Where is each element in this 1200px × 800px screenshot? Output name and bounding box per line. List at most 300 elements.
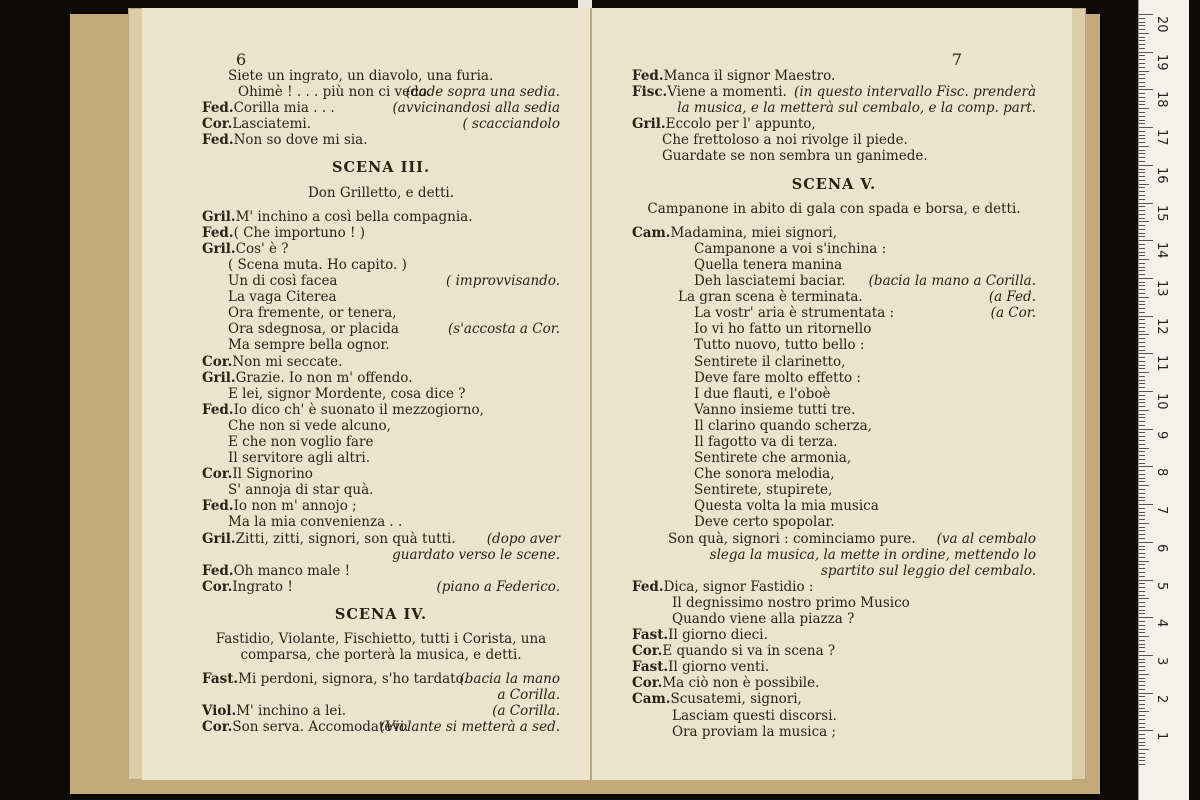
ruler-tick bbox=[1139, 210, 1145, 211]
ruler-tick bbox=[1139, 357, 1145, 358]
line-text: Ora fremente, or tenera, bbox=[228, 305, 397, 322]
line-text: Madamina, miei signori, bbox=[670, 224, 837, 241]
ruler-tick bbox=[1139, 742, 1145, 743]
left-page bbox=[142, 8, 592, 780]
ruler-tick bbox=[1139, 221, 1149, 222]
text-line bbox=[632, 691, 1036, 707]
line-text: Il giorno venti. bbox=[668, 659, 770, 676]
speaker-label: Cor. bbox=[632, 643, 663, 660]
text-line bbox=[202, 225, 560, 241]
ruler-number: 16 bbox=[1154, 166, 1169, 184]
ruler-tick bbox=[1139, 636, 1149, 637]
ruler-tick bbox=[1139, 97, 1145, 98]
ruler-tick bbox=[1139, 233, 1145, 234]
scene-heading: SCENA III. bbox=[331, 159, 430, 177]
speaker-label: Fisc. bbox=[632, 84, 668, 101]
ruler-tick bbox=[1139, 425, 1145, 426]
ruler-tick bbox=[1139, 150, 1145, 151]
ruler-tick bbox=[1139, 146, 1149, 147]
ruler-tick bbox=[1139, 74, 1145, 75]
ruler-tick bbox=[1139, 685, 1145, 686]
ruler-tick bbox=[1139, 368, 1145, 369]
speaker-label: Gril. bbox=[202, 369, 236, 386]
text-line bbox=[632, 563, 1036, 579]
ruler-tick bbox=[1139, 493, 1145, 494]
scene-heading: SCENA IV. bbox=[334, 605, 428, 623]
text-line bbox=[632, 132, 1036, 148]
ruler-tick bbox=[1139, 591, 1145, 592]
ruler-tick bbox=[1139, 214, 1145, 215]
text-line bbox=[202, 547, 560, 563]
ruler-tick bbox=[1139, 123, 1145, 124]
line-text: Ingrato ! bbox=[232, 578, 293, 595]
line-text: Viene a momenti. bbox=[667, 84, 787, 101]
ruler-tick bbox=[1139, 14, 1153, 15]
ruler-tick bbox=[1139, 55, 1145, 56]
ruler-tick bbox=[1139, 530, 1145, 531]
ruler-tick bbox=[1139, 557, 1145, 558]
ruler-tick bbox=[1139, 508, 1145, 509]
speaker-label: Fed. bbox=[632, 578, 664, 595]
ruler-number: 7 bbox=[1154, 506, 1169, 515]
text-line bbox=[202, 132, 560, 148]
stage-direction: (va al cembalo bbox=[936, 530, 1036, 547]
line-text: Che frettoloso a noi rivolge il piede. bbox=[662, 132, 908, 149]
ruler-tick bbox=[1139, 225, 1145, 226]
ruler-tick bbox=[1139, 304, 1145, 305]
text-line bbox=[632, 514, 1036, 530]
ruler-tick bbox=[1139, 199, 1145, 200]
line-text: Deve fare molto effetto : bbox=[694, 369, 861, 386]
ruler-tick bbox=[1139, 647, 1145, 648]
line-text: ( Scena muta. Ho capito. ) bbox=[228, 256, 407, 273]
ruler-tick bbox=[1139, 670, 1145, 671]
speaker-label: Cor. bbox=[202, 578, 233, 595]
ruler-tick bbox=[1139, 708, 1145, 709]
text-line bbox=[202, 418, 560, 434]
text-line bbox=[632, 482, 1036, 498]
ruler-tick bbox=[1139, 764, 1145, 765]
line-text: Scusatemi, signori, bbox=[670, 691, 802, 708]
ruler-tick bbox=[1139, 546, 1145, 547]
ruler-tick bbox=[1139, 561, 1149, 562]
ruler-number: 4 bbox=[1154, 619, 1169, 628]
text-line bbox=[202, 498, 560, 514]
text-line bbox=[202, 100, 560, 116]
ruler-tick bbox=[1139, 523, 1149, 524]
line-text: Ma la mia convenienza . . bbox=[228, 514, 403, 531]
ruler-tick bbox=[1139, 18, 1145, 19]
text-line bbox=[202, 273, 560, 289]
speaker-label: Fed. bbox=[202, 498, 234, 515]
ruler-tick bbox=[1139, 248, 1145, 249]
ruler-tick bbox=[1139, 391, 1153, 392]
ruler-tick bbox=[1139, 674, 1149, 675]
line-text: Deh lasciatemi baciar. bbox=[694, 273, 846, 290]
line-text: Siete un ingrato, un diavolo, una furia. bbox=[228, 68, 494, 84]
line-text: Quando viene alla piazza ? bbox=[672, 611, 855, 627]
ruler-tick bbox=[1139, 421, 1145, 422]
ruler-tick bbox=[1139, 59, 1145, 60]
ruler-tick bbox=[1139, 274, 1145, 275]
line-text: Un di così facea bbox=[228, 273, 338, 290]
ruler-tick bbox=[1139, 715, 1145, 716]
stage-direction: la musica, e la metterà sul cembalo, e la comp. part. bbox=[677, 100, 1036, 117]
ruler-tick bbox=[1139, 662, 1145, 663]
line-text: Vanno insieme tutti tre. bbox=[694, 401, 856, 418]
ruler-tick bbox=[1139, 625, 1145, 626]
stage-direction: (a Corilla. bbox=[492, 703, 560, 720]
text-line bbox=[632, 579, 1036, 595]
line-text: Lasciatemi. bbox=[232, 116, 312, 133]
ruler-number: 13 bbox=[1154, 279, 1169, 297]
stage-direction: (Violante si metterà a sed. bbox=[379, 719, 560, 736]
ruler-tick bbox=[1139, 745, 1145, 746]
text-line bbox=[632, 321, 1036, 337]
ruler-number: 14 bbox=[1154, 242, 1169, 259]
ruler-tick bbox=[1139, 512, 1145, 513]
ruler-number: 2 bbox=[1154, 694, 1169, 703]
speaker-label: Fed. bbox=[202, 401, 234, 418]
ruler-tick bbox=[1139, 410, 1149, 411]
ruler-tick bbox=[1139, 602, 1145, 603]
ruler-tick bbox=[1139, 455, 1145, 456]
line-text: Ohimè ! . . . più non ci vedo. bbox=[238, 84, 431, 101]
ruler-tick bbox=[1139, 549, 1145, 550]
text-line bbox=[632, 708, 1036, 724]
ruler-tick bbox=[1139, 580, 1153, 581]
text-line bbox=[632, 450, 1036, 466]
ruler-tick bbox=[1139, 301, 1145, 302]
ruler-number: 12 bbox=[1154, 317, 1169, 335]
line-text: S' annoja di star quà. bbox=[228, 482, 374, 499]
ruler-tick bbox=[1139, 651, 1145, 652]
text-line bbox=[632, 611, 1036, 627]
ruler-tick bbox=[1139, 542, 1153, 543]
text-line bbox=[202, 402, 560, 418]
text-line bbox=[632, 337, 1036, 353]
ruler-tick bbox=[1139, 270, 1145, 271]
ruler-tick bbox=[1139, 285, 1145, 286]
line-text: Quella tenera manina bbox=[694, 256, 843, 273]
ruler-number: 18 bbox=[1154, 91, 1169, 108]
line-text: Io dico ch' è suonato il mezzogiorno, bbox=[233, 401, 484, 418]
text-line bbox=[202, 671, 560, 687]
speaker-label: Fast. bbox=[202, 671, 239, 688]
line-text: E quando si va in scena ? bbox=[662, 643, 836, 660]
text-line bbox=[202, 370, 560, 386]
ruler-tick bbox=[1139, 640, 1145, 641]
ruler-tick bbox=[1139, 361, 1145, 362]
ruler-tick bbox=[1139, 387, 1145, 388]
ruler-tick bbox=[1139, 553, 1145, 554]
ruler-tick bbox=[1139, 244, 1145, 245]
ruler-tick bbox=[1139, 564, 1145, 565]
ruler-tick bbox=[1139, 655, 1153, 656]
ruler-tick bbox=[1139, 727, 1145, 728]
ruler-tick bbox=[1139, 376, 1145, 377]
ruler-tick bbox=[1139, 89, 1153, 90]
stage-direction: (a Fed. bbox=[988, 289, 1036, 306]
page-number-left: 6 bbox=[236, 50, 247, 69]
text-line bbox=[202, 719, 560, 735]
text-line bbox=[202, 321, 560, 337]
ruler-tick bbox=[1139, 463, 1145, 464]
ruler-tick bbox=[1139, 598, 1149, 599]
line-text: Guardate se non sembra un ganimede. bbox=[662, 148, 928, 165]
text-line bbox=[202, 703, 560, 719]
ruler-number: 8 bbox=[1154, 468, 1169, 477]
ruler-tick bbox=[1139, 436, 1145, 437]
line-text: La vaga Citerea bbox=[228, 289, 337, 306]
ruler-tick bbox=[1139, 71, 1149, 72]
ruler-tick bbox=[1139, 278, 1153, 279]
ruler-tick bbox=[1139, 399, 1145, 400]
line-text: Deve certo spopolar. bbox=[694, 514, 835, 531]
ruler-tick bbox=[1139, 395, 1145, 396]
ruler-number: 11 bbox=[1154, 355, 1169, 372]
ruler-tick bbox=[1139, 104, 1145, 105]
ruler-tick bbox=[1139, 263, 1145, 264]
line-text: Il fagotto va di terza. bbox=[694, 433, 838, 450]
ruler-tick bbox=[1139, 22, 1145, 23]
scene-heading: SCENA V. bbox=[791, 175, 877, 193]
stage-direction: ( scacciandolo bbox=[462, 116, 560, 133]
ruler-tick bbox=[1139, 734, 1145, 735]
text-line bbox=[202, 116, 560, 132]
ruler-tick bbox=[1139, 587, 1145, 588]
line-text: E che non voglio fare bbox=[228, 433, 374, 450]
text-line bbox=[202, 241, 560, 257]
ruler-tick bbox=[1139, 342, 1145, 343]
ruler-tick bbox=[1139, 723, 1145, 724]
scene-cast: comparsa, che porterà la musica, e detti. bbox=[240, 647, 522, 664]
ruler-tick bbox=[1139, 282, 1145, 283]
ruler-number: 6 bbox=[1154, 543, 1169, 553]
text-line bbox=[202, 450, 560, 466]
ruler-tick bbox=[1139, 229, 1145, 230]
line-text: Manca il signor Maestro. bbox=[663, 68, 836, 84]
line-text: Son serva. Accomodatevi. bbox=[232, 719, 409, 736]
text-line bbox=[632, 370, 1036, 386]
text-line bbox=[632, 498, 1036, 514]
text-line bbox=[202, 68, 560, 84]
line-text: Zitti, zitti, signori, son quà tutti. bbox=[235, 530, 456, 547]
ruler-tick bbox=[1139, 327, 1145, 328]
text-line bbox=[202, 514, 560, 530]
text-line bbox=[202, 84, 560, 100]
text-line bbox=[202, 531, 560, 547]
ruler-number: 19 bbox=[1154, 53, 1169, 71]
ruler-tick bbox=[1139, 365, 1145, 366]
text-line bbox=[632, 724, 1036, 740]
ruler-number: 17 bbox=[1154, 129, 1169, 146]
scene-cast: Campanone in abito di gala con spada e borsa, e detti. bbox=[647, 200, 1021, 217]
ruler-tick bbox=[1139, 689, 1145, 690]
line-text: Sentirete, stupirete, bbox=[694, 482, 833, 499]
measuring-ruler bbox=[1138, 0, 1189, 800]
speaker-label: Gril. bbox=[632, 116, 666, 133]
ruler-tick bbox=[1139, 610, 1145, 611]
line-text: Ora proviam la musica ; bbox=[672, 723, 837, 740]
line-text: ( Che importuno ! ) bbox=[233, 224, 365, 241]
ruler-tick bbox=[1139, 470, 1145, 471]
stage-direction: (avvicinandosi alla sedia bbox=[392, 100, 560, 117]
speaker-label: Viol. bbox=[202, 703, 237, 720]
line-text: Ora sdegnosa, or placida bbox=[228, 321, 399, 338]
ruler-number: 3 bbox=[1154, 656, 1169, 666]
ruler-tick bbox=[1139, 711, 1149, 712]
ruler-tick bbox=[1139, 312, 1145, 313]
stage-direction: guardato verso le scene. bbox=[392, 546, 560, 563]
line-text: Sentirete che armonia, bbox=[694, 450, 852, 467]
ruler-tick bbox=[1139, 206, 1145, 207]
speaker-label: Gril. bbox=[202, 208, 236, 225]
text-line bbox=[202, 579, 560, 595]
ruler-tick bbox=[1139, 459, 1145, 460]
ruler-tick bbox=[1139, 316, 1153, 317]
ruler-tick bbox=[1139, 497, 1145, 498]
speaker-label: Cor. bbox=[202, 466, 233, 483]
ruler-tick bbox=[1139, 82, 1145, 83]
ruler-tick bbox=[1139, 440, 1145, 441]
ruler-number: 9 bbox=[1154, 430, 1169, 439]
line-text: Mi perdoni, signora, s'ho tardato. bbox=[238, 671, 468, 688]
text-line bbox=[632, 675, 1036, 691]
text-line bbox=[632, 225, 1036, 241]
ruler-tick bbox=[1139, 474, 1145, 475]
stage-direction: (cade sopra una sedia. bbox=[405, 84, 560, 101]
line-text: Son quà, signori : cominciamo pure. bbox=[668, 530, 916, 547]
ruler-tick bbox=[1139, 576, 1145, 577]
ruler-tick bbox=[1139, 236, 1145, 237]
ruler-tick bbox=[1139, 33, 1149, 34]
line-text: Il servitore agli altri. bbox=[228, 450, 371, 467]
text-line bbox=[632, 148, 1036, 164]
line-text: Ma sempre bella ognor. bbox=[228, 337, 390, 354]
ruler-tick bbox=[1139, 519, 1145, 520]
scene-cast: Fastidio, Violante, Fischietto, tutti i Corista, una bbox=[215, 631, 547, 647]
ruler-tick bbox=[1139, 644, 1145, 645]
ruler-tick bbox=[1139, 700, 1145, 701]
ruler-tick bbox=[1139, 187, 1145, 188]
ruler-tick bbox=[1139, 681, 1145, 682]
text-line bbox=[202, 354, 560, 370]
ruler-tick bbox=[1139, 350, 1145, 351]
ruler-tick bbox=[1139, 240, 1153, 241]
ruler-tick bbox=[1139, 323, 1145, 324]
ruler-tick bbox=[1139, 135, 1145, 136]
ruler-tick bbox=[1139, 696, 1145, 697]
ruler-tick bbox=[1139, 481, 1145, 482]
line-text: Lasciam questi discorsi. bbox=[672, 707, 837, 724]
ruler-tick bbox=[1139, 108, 1149, 109]
ruler-tick bbox=[1139, 180, 1145, 181]
line-text: Io non m' annojo ; bbox=[233, 498, 357, 515]
ruler-tick bbox=[1139, 621, 1145, 622]
ruler-tick bbox=[1139, 293, 1145, 294]
ruler-tick bbox=[1139, 218, 1145, 219]
text-line bbox=[632, 659, 1036, 675]
ruler-tick bbox=[1139, 353, 1153, 354]
line-text: Dica, signor Fastidio : bbox=[663, 578, 814, 595]
ruler-tick bbox=[1139, 402, 1145, 403]
ruler-tick bbox=[1139, 255, 1145, 256]
ruler-tick bbox=[1139, 527, 1145, 528]
speaker-label: Fed. bbox=[202, 132, 234, 149]
ruler-tick bbox=[1139, 346, 1145, 347]
text-line bbox=[202, 289, 560, 305]
ruler-tick bbox=[1139, 338, 1145, 339]
ruler-tick bbox=[1139, 760, 1145, 761]
ruler-tick bbox=[1139, 678, 1145, 679]
text-line bbox=[632, 627, 1036, 643]
ruler-number: 20 bbox=[1154, 16, 1169, 33]
ruler-tick bbox=[1139, 417, 1145, 418]
text-line bbox=[632, 643, 1036, 659]
ruler-tick bbox=[1139, 93, 1145, 94]
text-line bbox=[202, 687, 560, 703]
text-line bbox=[632, 68, 1036, 84]
ruler-tick bbox=[1139, 466, 1153, 467]
ruler-tick bbox=[1139, 538, 1145, 539]
text-line bbox=[632, 100, 1036, 116]
ruler-tick bbox=[1139, 730, 1153, 731]
ruler-tick bbox=[1139, 138, 1145, 139]
ruler-tick bbox=[1139, 63, 1145, 64]
text-line bbox=[632, 257, 1036, 273]
speaker-label: Cor. bbox=[202, 116, 233, 133]
stage-direction: (bacia la mano bbox=[459, 671, 560, 688]
line-text: Il clarino quando scherza, bbox=[694, 417, 872, 434]
ruler-tick bbox=[1139, 414, 1145, 415]
line-text: Io vi ho fatto un ritornello bbox=[694, 321, 872, 338]
speaker-label: Cor. bbox=[202, 353, 233, 370]
ruler-tick bbox=[1139, 112, 1145, 113]
text-line bbox=[632, 434, 1036, 450]
text-line bbox=[202, 466, 560, 482]
ruler-tick bbox=[1139, 583, 1145, 584]
ruler-number: 1 bbox=[1154, 732, 1169, 741]
ruler-tick bbox=[1139, 67, 1145, 68]
line-text: M' inchino a così bella compagnia. bbox=[235, 208, 473, 225]
text-line bbox=[632, 547, 1036, 563]
stage-direction: (s'accosta a Cor. bbox=[448, 321, 560, 338]
stage-direction: a Corilla. bbox=[497, 687, 560, 704]
line-text: E lei, signor Mordente, cosa dice ? bbox=[228, 385, 466, 402]
text-line bbox=[202, 305, 560, 321]
ruler-tick bbox=[1139, 153, 1145, 154]
ruler-tick bbox=[1139, 451, 1145, 452]
ruler-tick bbox=[1139, 40, 1145, 41]
text-line bbox=[202, 257, 560, 273]
line-text: Campanone a voi s'inchina : bbox=[694, 240, 887, 257]
ruler-tick bbox=[1139, 485, 1149, 486]
ruler-tick bbox=[1139, 289, 1145, 290]
text-line bbox=[632, 531, 1036, 547]
ruler-tick bbox=[1139, 666, 1145, 667]
ruler-tick bbox=[1139, 116, 1145, 117]
ruler-number: 5 bbox=[1154, 581, 1169, 590]
ruler-tick bbox=[1139, 184, 1149, 185]
line-text: Il Signorino bbox=[232, 466, 313, 483]
ruler-tick bbox=[1139, 444, 1145, 445]
ruler-tick bbox=[1139, 48, 1145, 49]
ruler-tick bbox=[1139, 25, 1145, 26]
ruler-tick bbox=[1139, 757, 1145, 758]
ruler-tick bbox=[1139, 52, 1153, 53]
right-page bbox=[592, 8, 1072, 780]
